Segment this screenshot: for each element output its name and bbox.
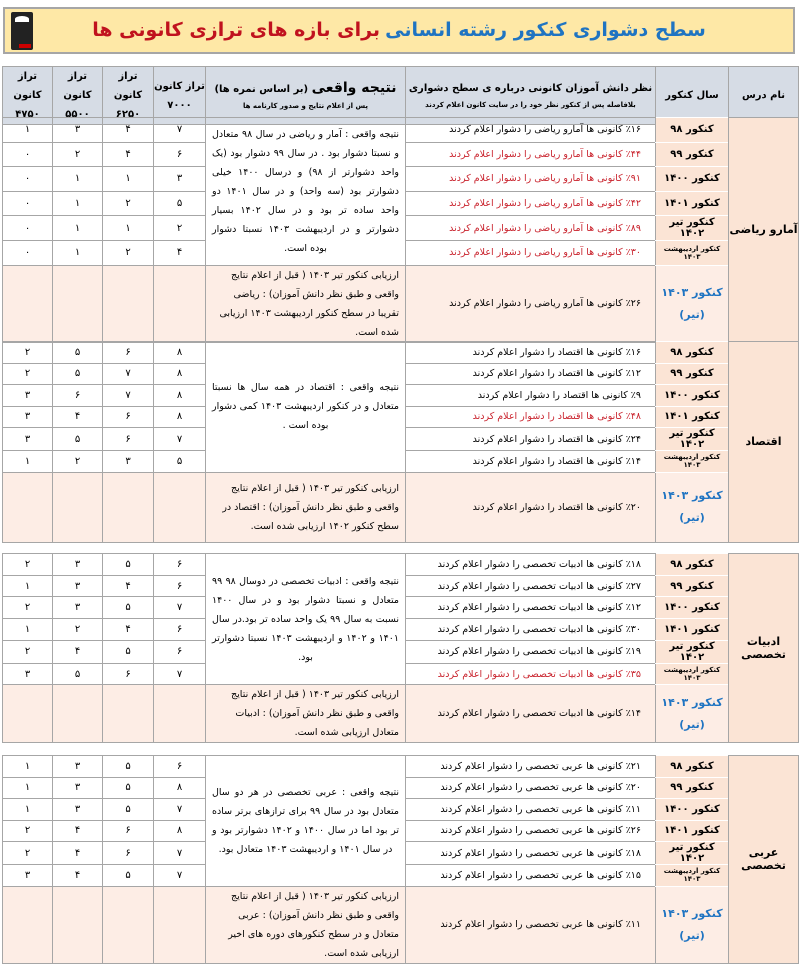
taraz-value-cell: ۱ bbox=[53, 167, 103, 192]
tir-year-line2: (تیر) bbox=[679, 928, 705, 942]
empty-cell bbox=[103, 685, 154, 743]
taraz-value-cell: ۷ bbox=[154, 865, 206, 887]
taraz-value-cell: ۴ bbox=[103, 118, 154, 143]
year-cell: کنکور ۹۸ bbox=[656, 118, 729, 143]
subject-cell: ادبیات تخصصی bbox=[729, 554, 799, 743]
empty-cell bbox=[103, 265, 154, 342]
section-table bbox=[2, 117, 799, 343]
tir-year-line2: (تیر) bbox=[679, 307, 705, 321]
taraz-value-cell: ۳ bbox=[53, 554, 103, 576]
year-cell: کنکور ۹۹ bbox=[656, 363, 729, 385]
taraz-value-cell: ۵ bbox=[103, 597, 154, 619]
taraz-value-cell: ۵ bbox=[154, 451, 206, 473]
year-cell: کنکور تیر ۱۴۰۲ bbox=[656, 216, 729, 241]
taraz-value-cell: ۶ bbox=[154, 756, 206, 778]
year-cell: کنکور ۹۸ bbox=[656, 756, 729, 778]
taraz-value-cell: ۳ bbox=[3, 663, 53, 685]
opinion-cell: ٪۲۴ کانونی ها اقتصاد را دشوار اعلام کردند bbox=[406, 428, 656, 451]
taraz-value-cell: ۱ bbox=[103, 216, 154, 241]
taraz-value-cell: ۲ bbox=[103, 191, 154, 216]
tir-year-line1: کنکور ۱۴۰۳ bbox=[661, 489, 723, 502]
taraz-value-cell: ۲ bbox=[3, 597, 53, 619]
tir-opinion-cell: ٪۱۴ کانونی ها ادبیات تخصصی را دشوار اعلام کردند bbox=[406, 685, 656, 743]
year-cell: کنکور اردیبهشت ۱۴۰۳ bbox=[656, 865, 729, 887]
opinion-cell: ٪۲۰ کانونی ها عربی تخصصی را دشوار اعلام کردند bbox=[406, 777, 656, 799]
taraz-value-cell: ۳ bbox=[103, 451, 154, 473]
taraz-value-cell: ۲ bbox=[3, 554, 53, 576]
taraz-value-cell: ۷ bbox=[154, 118, 206, 143]
opinion-cell: ٪۹ کانونی ها اقتصاد را دشوار اعلام کردند bbox=[406, 385, 656, 407]
taraz-value-cell: ۷ bbox=[154, 842, 206, 865]
opinion-cell: ٪۲۶ کانونی ها عربی تخصصی را دشوار اعلام کردند bbox=[406, 820, 656, 842]
result-cell: نتیجه واقعی : ادبیات تخصصی در دوسال ۹۸ ۹۹ متعادل و نسبتا دشوار بود و در سال ۱۴۰۰ نسبت به سال ۹۹ یک واحد ساده تر بود.در سال ۱۴۰۱ و ۱۴۰۲ و اردیبهشت ۱۴۰۳ نسبتا دشوارتر بود. bbox=[206, 554, 406, 685]
taraz-value-cell: ۰ bbox=[3, 167, 53, 192]
tir-row bbox=[3, 265, 799, 342]
subject-cell: آمارو ریاضی bbox=[729, 118, 799, 343]
taraz-value-cell: ۸ bbox=[154, 342, 206, 364]
taraz-value-cell: ۵ bbox=[103, 799, 154, 821]
year-cell: کنکور ۱۴۰۱ bbox=[656, 406, 729, 428]
tir-opinion-cell: ٪۲۰ کانونی ها اقتصاد را دشوار اعلام کردند bbox=[406, 472, 656, 542]
year-cell: کنکور اردیبهشت ۱۴۰۳ bbox=[656, 240, 729, 265]
empty-cell bbox=[154, 685, 206, 743]
tir-year-line2: (تیر) bbox=[679, 511, 705, 524]
taraz-value-cell: ۳ bbox=[154, 167, 206, 192]
year-cell: کنکور ۱۴۰۰ bbox=[656, 597, 729, 619]
tir-year-line1: کنکور ۱۴۰۳ bbox=[661, 906, 723, 920]
taraz-value-cell: ۳ bbox=[53, 575, 103, 597]
taraz-value-cell: ۷ bbox=[103, 385, 154, 407]
taraz-value-cell: ۶ bbox=[53, 385, 103, 407]
opinion-cell: ٪۱۹ کانونی ها ادبیات تخصصی را دشوار اعلام کردند bbox=[406, 640, 656, 663]
taraz-value-cell: ۲ bbox=[53, 142, 103, 167]
taraz-value-cell: ۷ bbox=[154, 597, 206, 619]
taraz-value-cell: ۱ bbox=[3, 118, 53, 143]
empty-cell bbox=[3, 265, 53, 342]
taraz-value-cell: ۳ bbox=[53, 799, 103, 821]
empty-cell bbox=[154, 265, 206, 342]
year-cell: کنکور ۱۴۰۰ bbox=[656, 385, 729, 407]
table-row bbox=[3, 118, 799, 143]
taraz-value-cell: ۲ bbox=[53, 619, 103, 641]
tir-year-line2: (تیر) bbox=[679, 717, 705, 731]
tir-row bbox=[3, 472, 799, 542]
taraz-value-cell: ۵ bbox=[53, 428, 103, 451]
tir-result-cell: ارزیابی کنکور تیر ۱۴۰۳ ( قبل از اعلام نتایج واقعی و طبق نظر دانش آموزان) : ادبیات متعادل ارزیابی شده است. bbox=[206, 685, 406, 743]
year-cell: کنکور ۱۴۰۱ bbox=[656, 619, 729, 641]
taraz-value-cell: ۱ bbox=[3, 799, 53, 821]
tir-year-line1: کنکور ۱۴۰۳ bbox=[661, 695, 723, 709]
tir-row bbox=[3, 886, 799, 963]
taraz-value-cell: ۷ bbox=[154, 663, 206, 685]
opinion-cell: ٪۴۴ کانونی ها آمارو ریاضی را دشوار اعلام کردند bbox=[406, 142, 656, 167]
taraz-value-cell: ۰ bbox=[3, 191, 53, 216]
taraz-value-cell: ۶ bbox=[103, 406, 154, 428]
empty-cell bbox=[154, 472, 206, 542]
empty-cell bbox=[3, 685, 53, 743]
taraz-value-cell: ۱ bbox=[53, 240, 103, 265]
taraz-value-cell: ۴ bbox=[53, 865, 103, 887]
taraz-value-cell: ۲ bbox=[53, 451, 103, 473]
result-cell: نتیجه واقعی : عربی تخصصی در هر دو سال متعادل بود در سال ۹۹ برای ترازهای برتر ساده تر بود اما در سال ۱۴۰۰ و ۱۴۰۲ دشوارتر بود و در سال ۱۴۰۱ و اردیبهشت ۱۴۰۳ متعادل بود. bbox=[206, 756, 406, 887]
year-cell: کنکور اردیبهشت ۱۴۰۳ bbox=[656, 451, 729, 473]
taraz-value-cell: ۶ bbox=[103, 820, 154, 842]
opinion-cell: ٪۴۲ کانونی ها آمارو ریاضی را دشوار اعلام کردند bbox=[406, 191, 656, 216]
opinion-cell: ٪۱۵ کانونی ها عربی تخصصی را دشوار اعلام کردند bbox=[406, 865, 656, 887]
year-cell: کنکور تیر ۱۴۰۲ bbox=[656, 842, 729, 865]
tir-opinion-cell: ٪۱۱ کانونی ها عربی تخصصی را دشوار اعلام کردند bbox=[406, 886, 656, 963]
empty-cell bbox=[3, 472, 53, 542]
taraz-value-cell: ۱ bbox=[3, 777, 53, 799]
opinion-cell: ٪۱۱ کانونی ها عربی تخصصی را دشوار اعلام کردند bbox=[406, 799, 656, 821]
opinion-cell: ٪۹۱ کانونی ها آمارو ریاضی را دشوار اعلام کردند bbox=[406, 167, 656, 192]
taraz-value-cell: ۸ bbox=[154, 406, 206, 428]
taraz-value-cell: ۵ bbox=[103, 777, 154, 799]
taraz-value-cell: ۶ bbox=[103, 428, 154, 451]
opinion-cell: ٪۴۸ کانونی ها اقتصاد را دشوار اعلام کردند bbox=[406, 406, 656, 428]
taraz-value-cell: ۳ bbox=[3, 406, 53, 428]
taraz-value-cell: ۴ bbox=[53, 640, 103, 663]
tir-year-cell bbox=[656, 265, 729, 342]
header-taraz-5500: تراز کانون ۵۵۰۰ bbox=[53, 67, 103, 125]
taraz-value-cell: ۲ bbox=[3, 842, 53, 865]
taraz-value-cell: ۱ bbox=[53, 216, 103, 241]
taraz-value-cell: ۳ bbox=[53, 118, 103, 143]
taraz-value-cell: ۷ bbox=[154, 799, 206, 821]
taraz-value-cell: ۶ bbox=[154, 142, 206, 167]
tir-result-cell: ارزیابی کنکور تیر ۱۴۰۳ ( قبل از اعلام نتایج واقعی و طبق نظر دانش آموزان) : ریاضی تقریبا در سطح کنکور اردیبهشت ۱۴۰۳ ارزیابی شده است. bbox=[206, 265, 406, 342]
taraz-value-cell: ۳ bbox=[53, 777, 103, 799]
taraz-value-cell: ۸ bbox=[154, 777, 206, 799]
taraz-value-cell: ۵ bbox=[53, 342, 103, 364]
taraz-value-cell: ۳ bbox=[3, 428, 53, 451]
taraz-value-cell: ۱ bbox=[3, 451, 53, 473]
tir-opinion-cell: ٪۲۶ کانونی ها آمارو ریاضی را دشوار اعلام کردند bbox=[406, 265, 656, 342]
tir-year-cell bbox=[656, 472, 729, 542]
taraz-value-cell: ۵ bbox=[103, 756, 154, 778]
subject-cell: اقتصاد bbox=[729, 342, 799, 543]
empty-cell bbox=[103, 472, 154, 542]
section-table bbox=[2, 341, 799, 543]
taraz-value-cell: ۳ bbox=[3, 385, 53, 407]
taraz-value-cell: ۰ bbox=[3, 240, 53, 265]
header-taraz-4750: تراز کانون ۴۷۵۰ bbox=[3, 67, 53, 125]
opinion-cell: ٪۱۲ کانونی ها ادبیات تخصصی را دشوار اعلام کردند bbox=[406, 597, 656, 619]
header-result: نتیجه واقعی (بر اساس نمره ها) پس از اعلام نتایج و صدور کارنامه ها bbox=[206, 67, 406, 125]
header-subject: نام درس bbox=[729, 67, 799, 125]
taraz-value-cell: ۵ bbox=[103, 865, 154, 887]
taraz-value-cell: ۴ bbox=[154, 240, 206, 265]
year-cell: کنکور ۹۹ bbox=[656, 142, 729, 167]
tir-result-cell: ارزیابی کنکور تیر ۱۴۰۳ ( قبل از اعلام نتایج واقعی و طبق نظر دانش آموزان) : عربی متعادل و در سطح کنکورهای دوره های اخیر ارزیابی شده است. bbox=[206, 886, 406, 963]
taraz-value-cell: ۶ bbox=[154, 554, 206, 576]
subject-cell: عربی تخصصی bbox=[729, 756, 799, 964]
taraz-value-cell: ۵ bbox=[53, 663, 103, 685]
taraz-value-cell: ۱ bbox=[53, 191, 103, 216]
opinion-cell: ٪۲۱ کانونی ها عربی تخصصی را دشوار اعلام کردند bbox=[406, 756, 656, 778]
kanoon-logo bbox=[11, 12, 33, 50]
taraz-value-cell: ۵ bbox=[154, 191, 206, 216]
taraz-value-cell: ۸ bbox=[154, 820, 206, 842]
taraz-value-cell: ۳ bbox=[53, 756, 103, 778]
taraz-value-cell: ۵ bbox=[103, 554, 154, 576]
empty-cell bbox=[53, 472, 103, 542]
taraz-value-cell: ۰ bbox=[3, 142, 53, 167]
table-row bbox=[3, 342, 799, 364]
year-cell: کنکور ۹۹ bbox=[656, 777, 729, 799]
taraz-value-cell: ۶ bbox=[154, 640, 206, 663]
taraz-value-cell: ۶ bbox=[154, 575, 206, 597]
tir-result-cell: ارزیابی کنکور تیر ۱۴۰۳ ( قبل از اعلام نتایج واقعی و طبق نظر دانش آموزان) : اقتصاد در سطح کنکور ۱۴۰۲ ارزیابی شده است. bbox=[206, 472, 406, 542]
tir-year-line1: کنکور ۱۴۰۳ bbox=[661, 285, 723, 299]
year-cell: کنکور ۱۴۰۱ bbox=[656, 820, 729, 842]
taraz-value-cell: ۳ bbox=[53, 597, 103, 619]
tir-year-cell bbox=[656, 685, 729, 743]
taraz-value-cell: ۴ bbox=[103, 575, 154, 597]
year-cell: کنکور ۱۴۰۱ bbox=[656, 191, 729, 216]
opinion-cell: ٪۱۴ کانونی ها اقتصاد را دشوار اعلام کردند bbox=[406, 451, 656, 473]
taraz-value-cell: ۴ bbox=[103, 142, 154, 167]
taraz-value-cell: ۵ bbox=[103, 640, 154, 663]
section-table bbox=[2, 755, 799, 964]
title-banner bbox=[3, 7, 795, 54]
opinion-cell: ٪۳۰ کانونی ها آمارو ریاضی را دشوار اعلام کردند bbox=[406, 240, 656, 265]
empty-cell bbox=[53, 886, 103, 963]
opinion-cell: ٪۱۸ کانونی ها ادبیات تخصصی را دشوار اعلام کردند bbox=[406, 554, 656, 576]
taraz-value-cell: ۴ bbox=[53, 820, 103, 842]
header-taraz-6250: تراز کانون ۶۲۵۰ bbox=[103, 67, 154, 125]
taraz-value-cell: ۸ bbox=[154, 363, 206, 385]
opinion-cell: ٪۱۲ کانونی ها اقتصاد را دشوار اعلام کردند bbox=[406, 363, 656, 385]
taraz-value-cell: ۷ bbox=[154, 428, 206, 451]
taraz-value-cell: ۲ bbox=[3, 363, 53, 385]
taraz-value-cell: ۶ bbox=[103, 342, 154, 364]
opinion-cell: ٪۲۷ کانونی ها ادبیات تخصصی را دشوار اعلام کردند bbox=[406, 575, 656, 597]
result-cell: نتیجه واقعی : آمار و ریاضی در سال ۹۸ متعادل و نسبتا دشوار بود . در سال ۹۹ دشوار بود (یک واحد دشوارتر از ۹۸) و درسال ۱۴۰۰ خیلی دشوارتر بود (سه واحد) و در سال ۱۴۰۱ دو واحد ساده تر بود و در سال ۱۴۰۲ بسیار دشوارتر و در اردیبهشت ۱۴۰۳ نسبتا دشوار بوده است. bbox=[206, 118, 406, 266]
taraz-value-cell: ۳ bbox=[3, 865, 53, 887]
year-cell: کنکور ۱۴۰۰ bbox=[656, 799, 729, 821]
title-part2: برای بازه های ترازی کانونی ها bbox=[92, 19, 381, 41]
taraz-value-cell: ۲ bbox=[3, 342, 53, 364]
header-opinion: نظر دانش آموزان کانونی درباره ی سطح دشواری بلافاصله پس از کنکور نظر خود را در سایت کانون اعلام کردند bbox=[406, 67, 656, 125]
taraz-value-cell: ۱ bbox=[3, 619, 53, 641]
taraz-value-cell: ۱ bbox=[3, 575, 53, 597]
result-cell: نتیجه واقعی : اقتصاد در همه سال ها نسبتا متعادل و در کنکور اردیبهشت ۱۴۰۳ کمی دشوار بوده است . bbox=[206, 342, 406, 473]
taraz-value-cell: ۵ bbox=[53, 363, 103, 385]
header-taraz-7000: تراز کانون ۷۰۰۰ bbox=[154, 67, 206, 125]
year-cell: کنکور ۱۴۰۰ bbox=[656, 167, 729, 192]
empty-cell bbox=[3, 886, 53, 963]
taraz-value-cell: ۸ bbox=[154, 385, 206, 407]
taraz-value-cell: ۶ bbox=[103, 663, 154, 685]
title-part1: سطح دشواری کنکور رشته انسانی bbox=[385, 19, 706, 41]
empty-cell bbox=[154, 886, 206, 963]
opinion-cell: ٪۱۶ کانونی ها آمارو ریاضی را دشوار اعلام کردند bbox=[406, 118, 656, 143]
empty-cell bbox=[103, 886, 154, 963]
taraz-value-cell: ۴ bbox=[53, 406, 103, 428]
taraz-value-cell: ۰ bbox=[3, 216, 53, 241]
taraz-value-cell: ۶ bbox=[103, 842, 154, 865]
section-table bbox=[2, 553, 799, 743]
opinion-cell: ٪۳۵ کانونی ها ادبیات تخصصی را دشوار اعلام کردند bbox=[406, 663, 656, 685]
taraz-value-cell: ۱ bbox=[3, 756, 53, 778]
tir-row bbox=[3, 685, 799, 743]
table-row bbox=[3, 756, 799, 778]
year-cell: کنکور اردیبهشت ۱۴۰۳ bbox=[656, 663, 729, 685]
opinion-cell: ٪۸۹ کانونی ها آمارو ریاضی را دشوار اعلام کردند bbox=[406, 216, 656, 241]
taraz-value-cell: ۷ bbox=[103, 363, 154, 385]
header-year: سال کنکور bbox=[656, 67, 729, 125]
taraz-value-cell: ۶ bbox=[154, 619, 206, 641]
empty-cell bbox=[53, 265, 103, 342]
taraz-value-cell: ۲ bbox=[3, 640, 53, 663]
year-cell: کنکور تیر ۱۴۰۲ bbox=[656, 640, 729, 663]
taraz-value-cell: ۴ bbox=[103, 619, 154, 641]
taraz-value-cell: ۲ bbox=[154, 216, 206, 241]
table-row bbox=[3, 554, 799, 576]
opinion-cell: ٪۱۸ کانونی ها عربی تخصصی را دشوار اعلام کردند bbox=[406, 842, 656, 865]
taraz-value-cell: ۱ bbox=[103, 167, 154, 192]
taraz-value-cell: ۲ bbox=[103, 240, 154, 265]
taraz-value-cell: ۴ bbox=[53, 842, 103, 865]
year-cell: کنکور ۹۹ bbox=[656, 575, 729, 597]
year-cell: کنکور ۹۸ bbox=[656, 554, 729, 576]
opinion-cell: ٪۳۰ کانونی ها ادبیات تخصصی را دشوار اعلام کردند bbox=[406, 619, 656, 641]
tir-year-cell bbox=[656, 886, 729, 963]
year-cell: کنکور ۹۸ bbox=[656, 342, 729, 364]
opinion-cell: ٪۱۶ کانونی ها اقتصاد را دشوار اعلام کردند bbox=[406, 342, 656, 364]
empty-cell bbox=[53, 685, 103, 743]
year-cell: کنکور تیر ۱۴۰۲ bbox=[656, 428, 729, 451]
taraz-value-cell: ۲ bbox=[3, 820, 53, 842]
